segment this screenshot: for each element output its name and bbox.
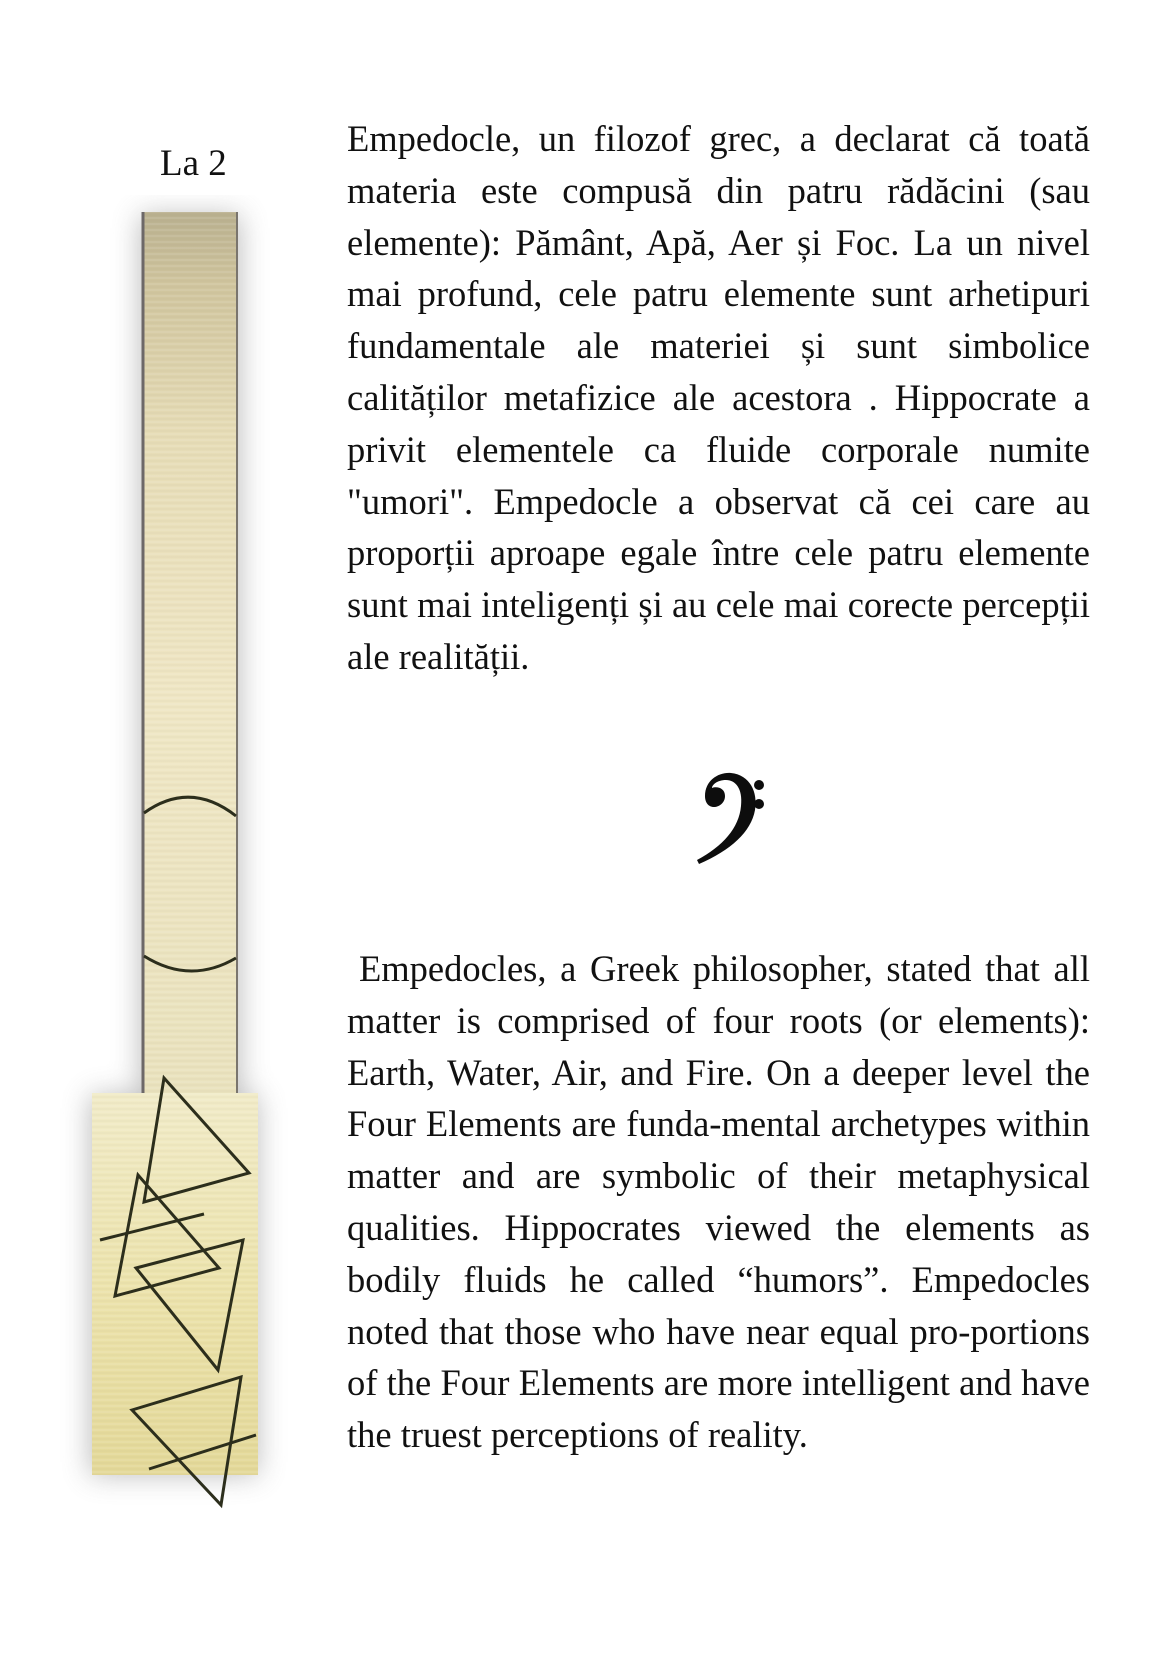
key-figure-image	[60, 195, 310, 1575]
page-label: La 2	[160, 143, 227, 184]
bass-clef-icon	[695, 770, 765, 865]
romanian-paragraph-block	[347, 113, 1090, 683]
english-paragraph-block	[347, 943, 1090, 1461]
english-paragraph: Empedocles, a Greek philosopher, stated that all matter is comprised of four roots (or elements): Earth, Water, Air, and Fire. On a deeper level the Four Elements are funda-mental archetypes within matter and are symbolic of their metaphysical qualities. Hippocrates viewed the elements as bodily fluids he called “humors”. Empedocles noted that those who have near equal pro-portions of the Four Elements are more intelligent and have the truest perceptions of reality.	[347, 948, 1090, 1456]
romanian-paragraph: Empedocle, un filozof grec, a declarat că toată materia este compusă din patru rădăcini (sau elemente): Pământ, Apă, Aer și Foc. La un nivel mai profund, cele patru elemente sunt arhetipuri fundamentale ale materiei și sunt simbolice calităților metafizice ale acestora . Hippocrate a privit elementele ca fluide corporale numite "umori". Empedocle a observat că cei care au proporții aproape egale între cele patru elemente sunt mai inteligenți și au cele mai corecte percepții ale realității.	[347, 118, 1090, 677]
